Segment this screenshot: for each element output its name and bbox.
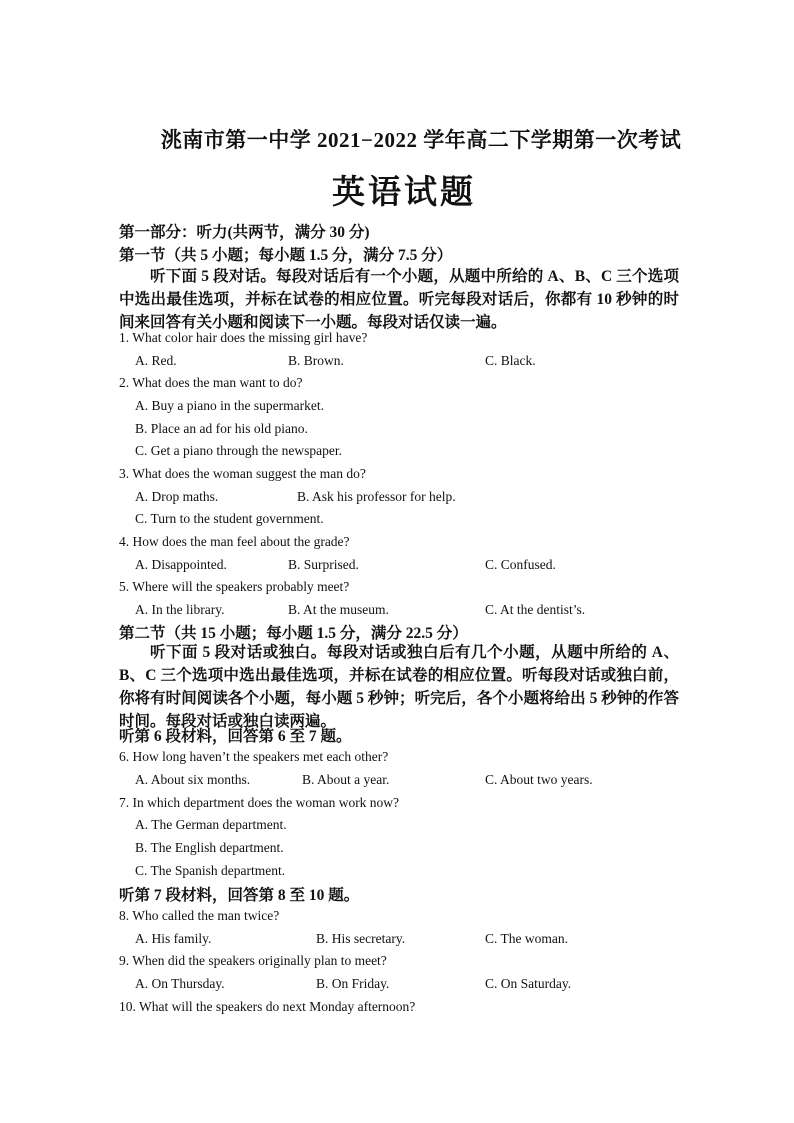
question-6: 6. How long haven’t the speakers met each other? [119, 749, 389, 764]
option-5a: A. In the library. [135, 602, 225, 617]
option-8c: C. The woman. [485, 931, 568, 946]
option-2b: B. Place an ad for his old piano. [135, 421, 308, 436]
exam-title: 洮南市第一中学 2021−2022 学年高二下学期第一次考试 [160, 128, 682, 152]
option-4b: B. Surprised. [288, 557, 359, 572]
option-2c: C. Get a piano through the newspaper. [135, 443, 342, 458]
option-4a: A. Disappointed. [135, 557, 227, 572]
question-8: 8. Who called the man twice? [119, 908, 280, 923]
option-8b: B. His secretary. [316, 931, 406, 946]
section2-instructions: 听下面 5 段对话或独白。每段对话或独白后有几个小题，从题中所给的 A、B、C 三个选项中选出最佳选项，并标在试卷的相应位置。听每段对话或独白前，你将有时间阅读各个小题，每小题 5 秒钟；听完后，各个小题将给出 5 秒钟的作答时间。每段对话或独白读两遍。 [119, 644, 679, 730]
option-1b: B. Brown. [288, 353, 344, 368]
option-6c: C. About two years. [485, 772, 593, 787]
option-1a: A. Red. [135, 353, 177, 368]
option-9a: A. On Thursday. [135, 976, 225, 991]
option-1c: C. Black. [485, 353, 536, 368]
option-7c: C. The Spanish department. [135, 863, 286, 878]
option-7b: B. The English department. [135, 840, 284, 855]
question-10: 10. What will the speakers do next Monday afternoon? [119, 999, 416, 1014]
option-5c: C. At the dentist’s. [485, 602, 586, 617]
option-6b: B. About a year. [302, 772, 390, 787]
option-4c: C. Confused. [485, 557, 556, 572]
question-7: 7. In which department does the woman work now? [119, 795, 400, 810]
option-7a: A. The German department. [135, 817, 287, 832]
question-2: 2. What does the man want to do? [119, 375, 303, 390]
option-8a: A. His family. [135, 931, 212, 946]
part1-heading: 第一部分：听力(共两节，满分 30 分) [119, 224, 370, 241]
question-9: 9. When did the speakers originally plan to meet? [119, 953, 387, 968]
option-3a: A. Drop maths. [135, 489, 219, 504]
subject-title: 英语试题 [332, 175, 476, 211]
question-1: 1. What color hair does the missing girl have? [119, 330, 368, 345]
option-9b: B. On Friday. [316, 976, 390, 991]
section1-instructions: 听下面 5 段对话。每段对话后有一个小题，从题中所给的 A、B、C 三个选项中选出最佳选项，并标在试卷的相应位置。听完每段对话后，你都有 10 秒钟的时间来回答有关小题和阅读下一小题。每段对话仅读一遍。 [119, 268, 679, 331]
option-3c: C. Turn to the student government. [135, 511, 324, 526]
material-6-heading: 听第 6 段材料，回答第 6 至 7 题。 [119, 728, 352, 745]
option-5b: B. At the museum. [288, 602, 389, 617]
question-3: 3. What does the woman suggest the man do? [119, 466, 366, 481]
option-9c: C. On Saturday. [485, 976, 572, 991]
material-7-heading: 听第 7 段材料，回答第 8 至 10 题。 [119, 887, 360, 904]
option-6a: A. About six months. [135, 772, 251, 787]
section1-heading: 第一节（共 5 小题；每小题 1.5 分，满分 7.5 分） [119, 247, 453, 264]
section2-heading: 第二节（共 15 小题；每小题 1.5 分，满分 22.5 分） [119, 625, 468, 642]
option-3b: B. Ask his professor for help. [297, 489, 456, 504]
option-2a: A. Buy a piano in the supermarket. [135, 398, 324, 413]
question-5: 5. Where will the speakers probably meet? [119, 579, 350, 594]
question-4: 4. How does the man feel about the grade? [119, 534, 350, 549]
